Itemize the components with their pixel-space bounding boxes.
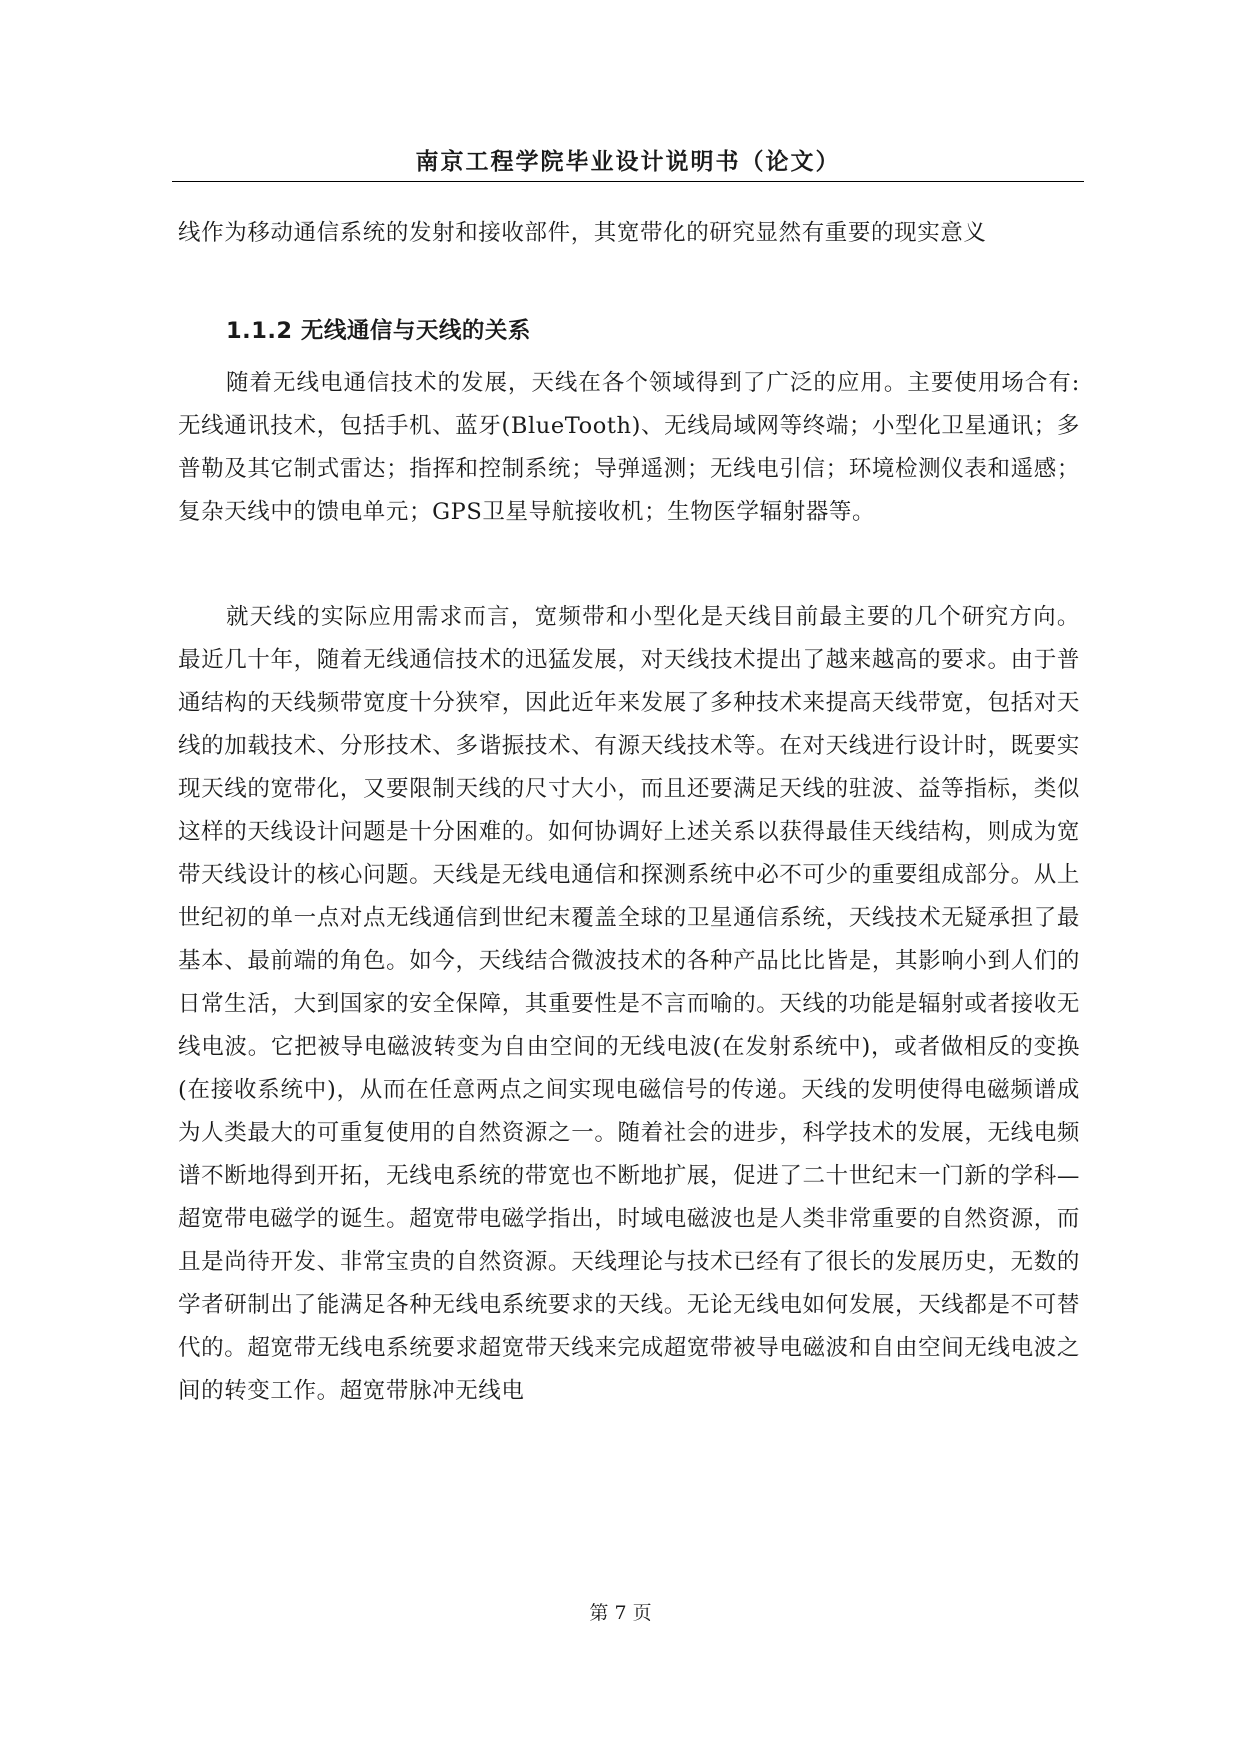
header-divider [172,181,1084,182]
intro-paragraph: 线作为移动通信系统的发射和接收部件，其宽带化的研究显然有重要的现实意义 [178,220,987,246]
page-number: 第 7 页 [589,1602,652,1624]
page-header-title: 南京工程学院毕业设计说明书（论文） [415,149,841,175]
section-heading: 1.1.2 无线通信与天线的关系 [226,318,531,344]
body-paragraph-2: 就天线的实际应用需求而言，宽频带和小型化是天线目前最主要的几个研究方向。最近几十年，随着无线通信技术的迅猛发展，对天线技术提出了越来越高的要求。由于普通结构的天线频带宽度十分狭窄，因此近年来发展了多种技术来提高天线带宽，包括对天线的加载技术、分形技术、多谐振技术、有源天线技术等。在对天线进行设计时，既要实现天线的宽带化，又要限制天线的尺寸大小，而且还要满足天线的驻波、益等指标，类似这样的天线设计问题是十分困难的。如何协调好上述关系以获得最佳天线结构，则成为宽带天线设计的核心问题。天线是无线电通信和探测系统中必不可少的重要组成部分。从上世纪初的单一点对点无线通信到世纪末覆盖全球的卫星通信系统，天线技术无疑承担了最基本、最前端的角色。如今，天线结合微波技术的各种产品比比皆是，其影响小到人们的日常生活，大到国家的安全保障，其重要性是不言而喻的。天线的功能是辐射或者接收无线电波。它把被导电磁波转变为自由空间的无线电波(在发射系统中)，或者做相反的变换(在接收系统中)，从而在任意两点之间实现电磁信号的传递。天线的发明使得电磁频谱成为人类最大的可重复使用的自然资源之一。随着社会的进步，科学技术的发展，无线电频谱不断地得到开拓，无线电系统的带宽也不断地扩展，促进了二十世纪末一门新的学科—超宽带电磁学的诞生。超宽带电磁学指出，时域电磁波也是人类非常重要的自然资源，而且是尚待开发、非常宝贵的自然资源。天线理论与技术已经有了很长的发展历史，无数的学者研制出了能满足各种无线电系统要求的天线。无论无线电如何发展，天线都是不可替代的。超宽带无线电系统要求超宽带天线来完成超宽带被导电磁波和自由空间无线电波之间的转变工作。超宽带脉冲无线电 [178,604,1080,1404]
body-paragraph-1: 随着无线电通信技术的发展，天线在各个领域得到了广泛的应用。主要使用场合有:无线通讯技术，包括手机、蓝牙(BlueTooth)、无线局域网等终端；小型化卫星通讯；多普勒及其它制式雷达；指挥和控制系统；导弹遥测；无线电引信；环境检测仪表和遥感；复杂天线中的馈电单元；GPS卫星导航接收机；生物医学辐射器等。 [178,370,1080,525]
